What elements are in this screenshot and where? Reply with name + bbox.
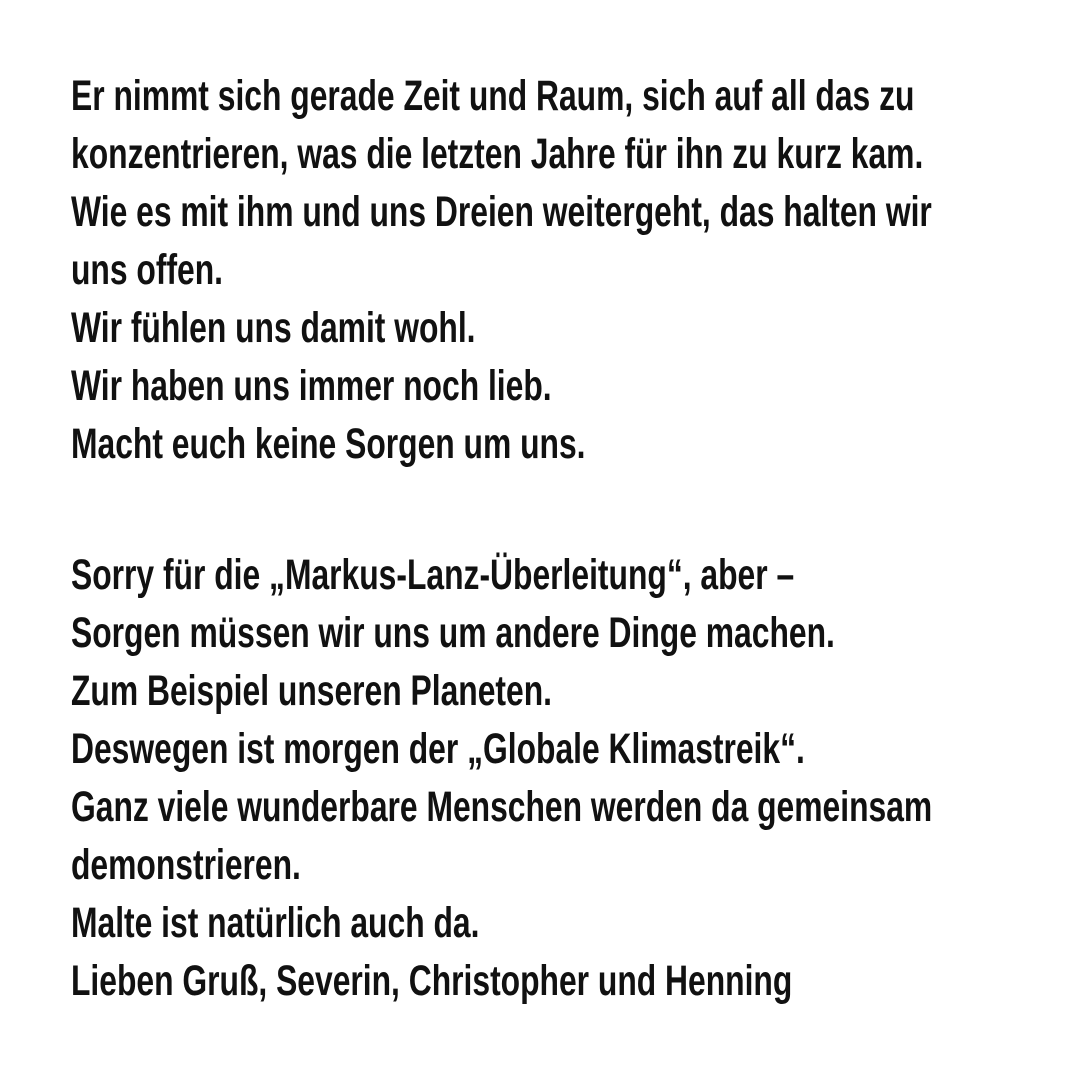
text-line: konzentrieren, was die letzten Jahre für ihn zu kurz kam. [71, 130, 924, 178]
text-line: demonstrieren. [71, 841, 301, 889]
text-line: Malte ist natürlich auch da. [71, 899, 480, 947]
text-line: Zum Beispiel unseren Planeten. [71, 667, 552, 715]
text-line: Macht euch keine Sorgen um uns. [71, 420, 586, 468]
text-line: Er nimmt sich gerade Zeit und Raum, sich auf all das zu [71, 72, 915, 120]
text-line: Sorgen müssen wir uns um andere Dinge machen. [71, 609, 835, 657]
text-line: Ganz viele wunderbare Menschen werden da gemeinsam [71, 783, 933, 831]
text-line: Wir fühlen uns damit wohl. [71, 304, 476, 352]
text-line: Wir haben uns immer noch lieb. [71, 362, 552, 410]
text-line: Deswegen ist morgen der „Globale Klimastreik“. [71, 725, 805, 773]
text-line: Sorry für die „Markus-Lanz-Überleitung“, aber – [71, 551, 795, 599]
text-line: Lieben Gruß, Severin, Christopher und Henning [71, 957, 793, 1005]
text-line: Wie es mit ihm und uns Dreien weitergeht, das halten wir [71, 188, 932, 236]
text-line: uns offen. [71, 246, 224, 294]
